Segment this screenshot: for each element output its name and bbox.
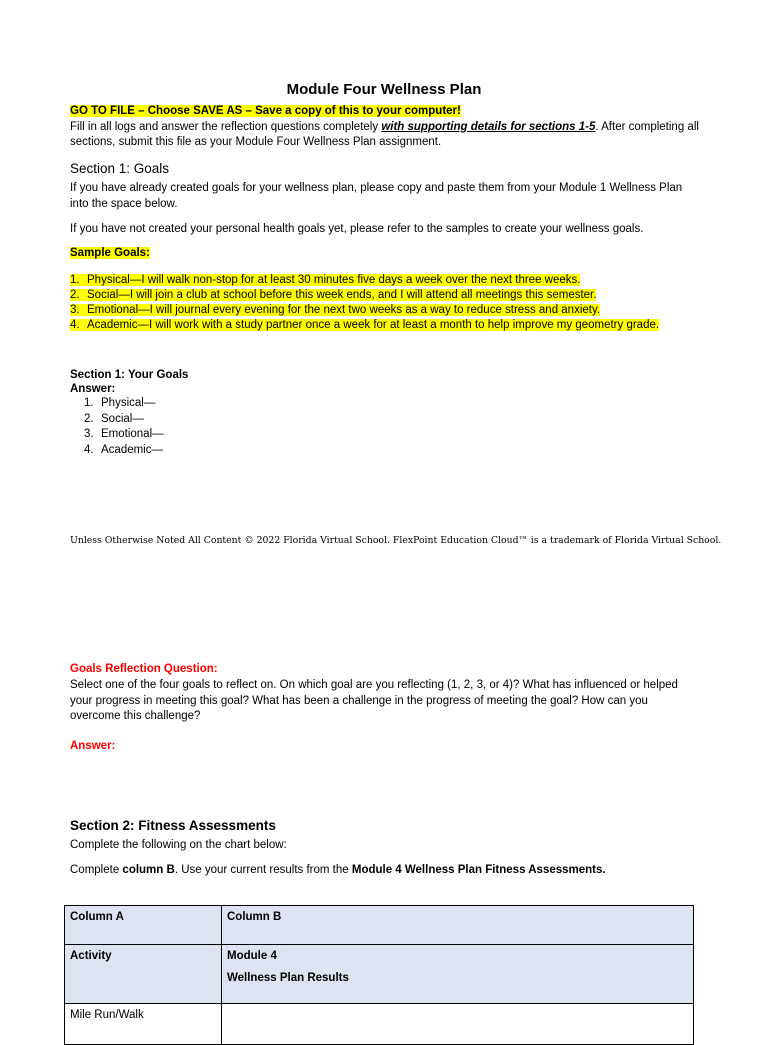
para-text: . Use your current results from the [174, 864, 352, 876]
save-instruction: GO TO FILE – Choose SAVE AS – Save a copy of this to your computer! [70, 105, 461, 117]
table-cell: Column A [65, 906, 222, 945]
reflection-answer-label: Answer: [70, 740, 116, 752]
table-cell: Column B [222, 906, 694, 945]
sample-goal-text: Emotional—I will journal every evening for the next two weeks as a way to reduce stress and anxiety. [87, 304, 601, 316]
sample-goal-text: Social—I will join a club at school before this week ends, and I will attend all meetings this semester. [87, 289, 597, 301]
table-cell: Mile Run/Walk [65, 1004, 222, 1045]
list-number: 4. [70, 319, 80, 331]
column-b-results: Wellness Plan Results [227, 972, 349, 984]
list-number: 3. [70, 304, 80, 316]
section2-heading: Section 2: Fitness Assessments [70, 818, 276, 833]
para-bold: Module 4 Wellness Plan Fitness Assessments. [351, 864, 606, 876]
list-number: 1. [70, 274, 80, 286]
column-b-module: Module 4 [227, 950, 277, 962]
section2-para2 [70, 863, 700, 879]
reflection-question: Select one of the four goals to reflect on. On which goal are you reflecting (1, 2, 3, or 4)? What has influenced or helped your progress in meeting this goal? What has been a challenge in the progress of meeting the goal? How can you overcome this challenge? [70, 679, 678, 722]
intro-text-end: . After completing all sections, submit this file as your Module Four Wellness Plan assignment. [70, 120, 699, 148]
list-item[interactable] [70, 396, 700, 412]
goal-answer-text: Academic— [101, 443, 163, 456]
list-number: 1. [84, 397, 94, 409]
intro-block [70, 104, 700, 151]
intro-emphasis: with supporting details for sections 1-5 [381, 120, 596, 133]
intro-text: Fill in all logs and answer the reflection questions completely [70, 120, 382, 133]
copyright-footer: Unless Otherwise Noted All Content © 2022 Florida Virtual School. FlexPoint Education Cloud™ is a trademark of Florida Virtual School. [70, 535, 722, 546]
document-title: Module Four Wellness Plan [286, 81, 482, 98]
section1-para1: If you have already created goals for your wellness plan, please copy and paste them from your Module 1 Wellness Plan into the space below. [70, 182, 683, 210]
table-cell [222, 945, 694, 1004]
answer-label: Answer: [70, 382, 116, 395]
reflection-heading: Goals Reflection Question: [70, 663, 218, 675]
list-item[interactable] [70, 443, 700, 459]
table-row [65, 945, 694, 1004]
list-item[interactable] [70, 412, 700, 428]
fitness-table [64, 905, 694, 1045]
section2-para1: Complete the following on the chart below: [70, 839, 287, 851]
sample-goal-text: Physical—I will walk non-stop for at least 30 minutes five days a week over the next three weeks. [87, 274, 581, 286]
section1-para2: If you have not created your personal health goals yet, please refer to the samples to create your wellness goals. [70, 223, 644, 235]
sample-goals-label-text: Sample Goals: [70, 247, 150, 259]
list-number: 4. [84, 443, 94, 456]
your-goals-list [70, 396, 700, 458]
table-cell: Activity [65, 945, 222, 1004]
sample-goals-label [70, 246, 700, 262]
list-item[interactable] [70, 427, 700, 443]
para-text: Complete [70, 864, 123, 876]
list-item [70, 318, 700, 333]
list-number: 2. [70, 289, 80, 301]
table-row [65, 906, 694, 945]
table-row [65, 1004, 694, 1045]
para-bold: column B [122, 864, 175, 876]
goal-answer-text: Emotional— [101, 428, 164, 440]
goal-answer-text: Physical— [101, 397, 156, 409]
list-item [70, 303, 700, 318]
list-item [70, 273, 700, 288]
result-input-cell[interactable] [222, 1004, 694, 1045]
goal-answer-text: Social— [101, 412, 144, 425]
intro-paragraph [70, 120, 700, 151]
sample-goal-text: Academic—I will work with a study partner once a week for at least a month to help improve my geometry grade. [87, 319, 660, 331]
your-goals-block [70, 369, 700, 396]
your-goals-heading: Section 1: Your Goals [70, 369, 189, 381]
list-number: 2. [84, 412, 94, 425]
sample-goals-list [70, 273, 700, 333]
section1-heading: Section 1: Goals [70, 161, 170, 176]
list-number: 3. [84, 428, 94, 440]
list-item [70, 288, 700, 303]
